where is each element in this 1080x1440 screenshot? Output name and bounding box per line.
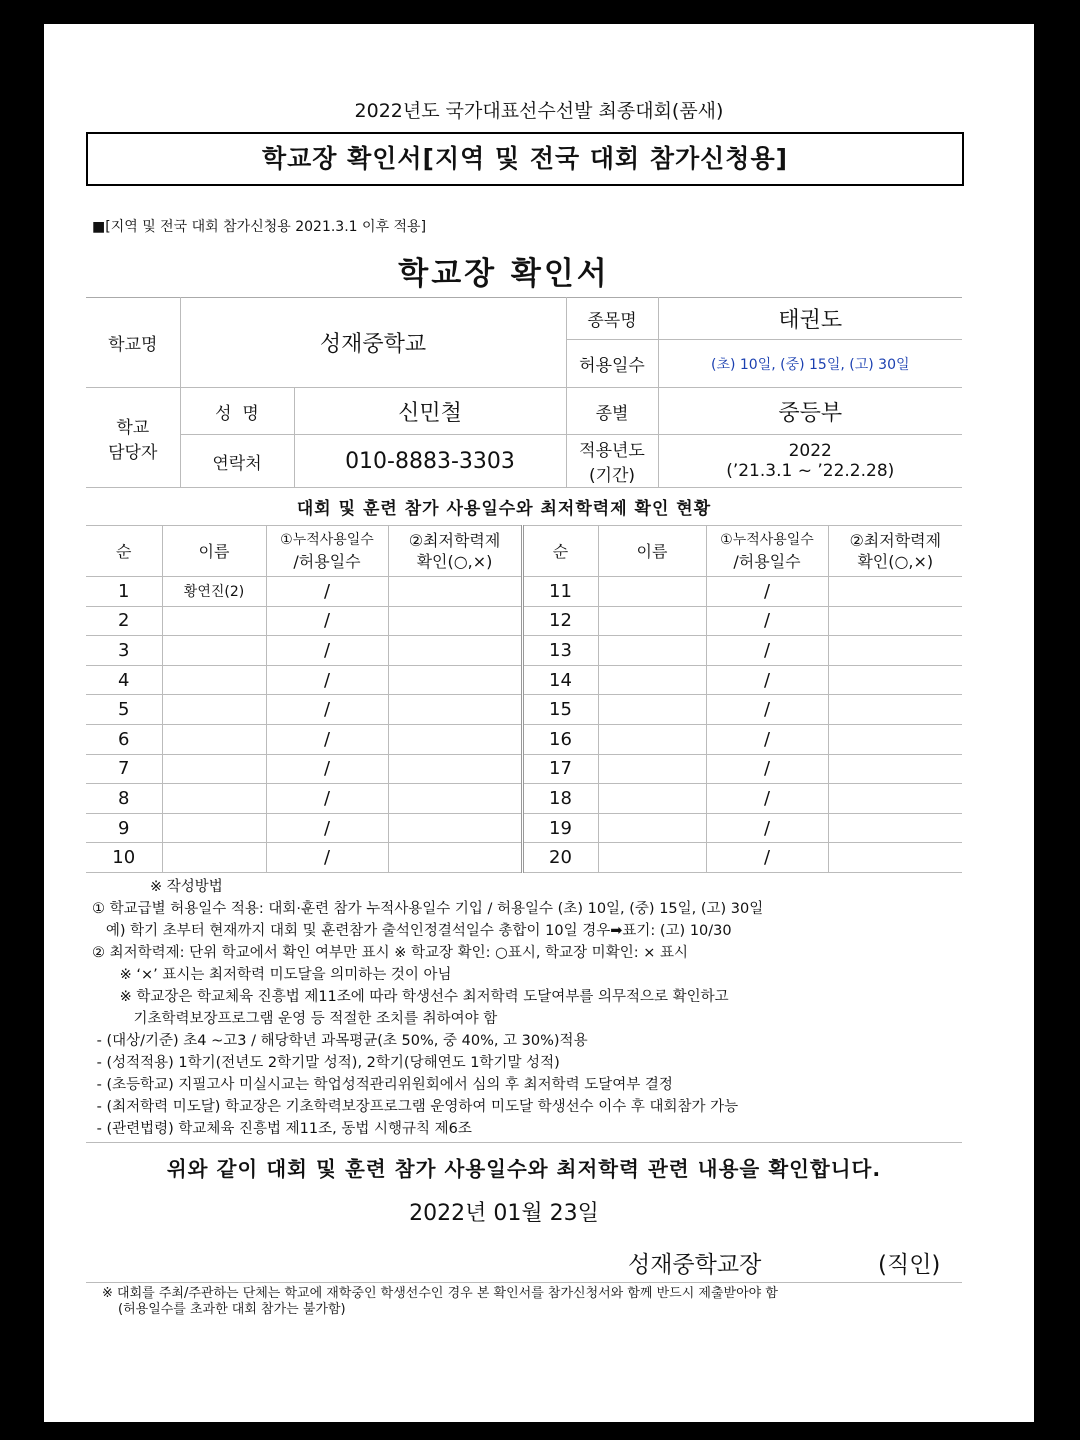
col-check-header <box>388 526 522 577</box>
name-value: 신민철 <box>294 388 566 435</box>
row-name-right <box>598 784 706 814</box>
col-check-line2: 확인(○,×) <box>416 552 493 571</box>
row-check <box>388 665 522 695</box>
row-check-right <box>828 813 962 843</box>
row-no-right: 16 <box>522 724 598 754</box>
row-days-right: / <box>706 813 828 843</box>
table-row <box>86 754 962 784</box>
confirmation-statement: 위와 같이 대회 및 훈련 참가 사용일수와 최저학력 관련 내용을 확인합니다. <box>166 1157 882 1181</box>
row-name: 황연진(2) <box>162 577 266 607</box>
division-label: 종별 <box>566 388 658 435</box>
row-name-right <box>598 606 706 636</box>
year-label <box>566 435 658 488</box>
instruction-line: - (최저학력 미도달) 학교장은 기초학력보장프로그램 운영하여 미도달 학생선수 이수 후 대회참가 가능 <box>92 1099 739 1115</box>
col-no-header: 순 <box>86 526 162 577</box>
main-title: 학교장 확인서 <box>398 256 610 292</box>
row-days: / <box>266 665 388 695</box>
footnote-line1: ※ 대회를 주최/주관하는 단체는 학교에 재학중인 학생선수인 경우 본 확인서를 참가신청서와 함께 반드시 제출받아야 함 <box>102 1286 778 1301</box>
roster-header-row <box>86 526 962 577</box>
phone-value: 010-8883-3303 <box>294 435 566 488</box>
row-days: / <box>266 843 388 873</box>
row-check <box>388 636 522 666</box>
name-label: 성 명 <box>180 388 294 435</box>
row-check-right <box>828 695 962 725</box>
row-name <box>162 784 266 814</box>
divider-bottom <box>86 1282 962 1283</box>
row-days-right: / <box>706 784 828 814</box>
row-days: / <box>266 813 388 843</box>
contact-label <box>86 388 180 488</box>
division-value: 중등부 <box>658 388 962 435</box>
row-days: / <box>266 724 388 754</box>
row-days-right: / <box>706 636 828 666</box>
instruction-line: ② 최저학력제: 단위 학교에서 확인 여부만 표시 ※ 학교장 확인: ○표시, 학교장 미확인: × 표시 <box>92 945 688 961</box>
confirmation-date: 2022년 01월 23일 <box>409 1201 599 1226</box>
year-label-line2: (기간) <box>588 466 636 486</box>
row-name-right <box>598 636 706 666</box>
row-name-right <box>598 724 706 754</box>
col-days-line2: /허용일수 <box>293 552 361 571</box>
row-check-right <box>828 843 962 873</box>
row-days-right: / <box>706 606 828 636</box>
row-name <box>162 724 266 754</box>
row-no: 10 <box>86 843 162 873</box>
document-page <box>44 24 1034 1422</box>
col-name-header-right: 이름 <box>598 526 706 577</box>
table-row <box>86 665 962 695</box>
table-row <box>86 577 962 607</box>
document-title-box: 학교장 확인서[지역 및 전국 대회 참가신청용] <box>86 132 964 186</box>
row-name <box>162 665 266 695</box>
col-days-line2-right: /허용일수 <box>733 552 801 571</box>
row-name-right <box>598 843 706 873</box>
year-label-line1: 적용년도 <box>579 441 645 461</box>
row-check-right <box>828 577 962 607</box>
row-name <box>162 695 266 725</box>
divider <box>86 1142 962 1143</box>
row-no: 2 <box>86 606 162 636</box>
row-days: / <box>266 695 388 725</box>
year-value-line1: 2022 <box>788 441 832 461</box>
instruction-line: - (초등학교) 지필고사 미실시교는 학업성적관리위원회에서 심의 후 최저학력 도달여부 결정 <box>92 1077 673 1093</box>
instruction-line: 예) 학기 초부터 현재까지 대회 및 훈련참가 출석인정결석일수 총합이 10일 경우➡표기: (고) 10/30 <box>92 923 732 939</box>
row-days: / <box>266 636 388 666</box>
row-name <box>162 843 266 873</box>
row-check <box>388 724 522 754</box>
row-days-right: / <box>706 724 828 754</box>
applicability-note: ■[지역 및 전국 대회 참가신청용 2021.3.1 이후 적용] <box>92 219 427 235</box>
row-check <box>388 784 522 814</box>
row-check <box>388 695 522 725</box>
row-no-right: 20 <box>522 843 598 873</box>
row-days-right: / <box>706 695 828 725</box>
row-check-right <box>828 636 962 666</box>
table-row <box>86 695 962 725</box>
row-days: / <box>266 606 388 636</box>
col-days-header <box>266 526 388 577</box>
col-check-header-right <box>828 526 962 577</box>
footnote-line2: (허용일수를 초과한 대회 참가는 불가함) <box>118 1302 346 1317</box>
row-no: 5 <box>86 695 162 725</box>
row-check-right <box>828 754 962 784</box>
row-name-right <box>598 813 706 843</box>
row-check <box>388 813 522 843</box>
signer-name: 성재중학교장 <box>628 1252 762 1278</box>
row-name-right <box>598 665 706 695</box>
row-name-right <box>598 577 706 607</box>
row-no: 7 <box>86 754 162 784</box>
row-days: / <box>266 754 388 784</box>
row-no-right: 19 <box>522 813 598 843</box>
year-value-line2: (’21.3.1 ~ ’22.2.28) <box>726 461 895 481</box>
table-row <box>86 813 962 843</box>
row-no-right: 13 <box>522 636 598 666</box>
col-check-line2-right: 확인(○,×) <box>857 552 934 571</box>
row-no-right: 15 <box>522 695 598 725</box>
row-check <box>388 843 522 873</box>
row-check-right <box>828 665 962 695</box>
row-days-right: / <box>706 843 828 873</box>
row-no-right: 17 <box>522 754 598 784</box>
row-check <box>388 754 522 784</box>
contact-label-line2: 담당자 <box>108 442 158 463</box>
school-name-value: 성재중학교 <box>180 298 566 388</box>
col-days-line1-right: ①누적사용일수 <box>720 532 814 548</box>
event-title: 2022년도 국가대표선수선발 최종대회(품새) <box>354 100 724 122</box>
sport-value: 태권도 <box>658 298 962 340</box>
row-name-right <box>598 754 706 784</box>
row-no: 8 <box>86 784 162 814</box>
table-row <box>86 606 962 636</box>
phone-label: 연락처 <box>180 435 294 488</box>
row-name <box>162 606 266 636</box>
row-no-right: 11 <box>522 577 598 607</box>
row-check <box>388 606 522 636</box>
row-days: / <box>266 577 388 607</box>
row-name <box>162 636 266 666</box>
table-row <box>86 636 962 666</box>
col-check-line1: ②최저학력제 <box>408 531 501 550</box>
row-no: 1 <box>86 577 162 607</box>
instruction-line: ※ ‘×’ 표시는 최저학력 미도달을 의미하는 것이 아님 <box>92 967 452 983</box>
instruction-line: ① 학교급별 허용일수 적용: 대회·훈련 참가 누적사용일수 기입 / 허용일수 (초) 10일, (중) 15일, (고) 30일 <box>92 901 764 917</box>
col-no-header-right: 순 <box>522 526 598 577</box>
instructions-heading: ※ 작성방법 <box>150 879 223 895</box>
allowed-days-label: 허용일수 <box>566 340 658 388</box>
roster-section-title: 대회 및 훈련 참가 사용일수와 최저학력제 확인 현황 <box>296 499 712 519</box>
row-check <box>388 577 522 607</box>
row-name <box>162 813 266 843</box>
instructions-lines <box>92 898 972 1140</box>
row-days: / <box>266 784 388 814</box>
school-info-table <box>86 297 962 488</box>
col-days-header-right <box>706 526 828 577</box>
instruction-line: 기초학력보장프로그램 운영 등 적절한 조치를 취하여야 함 <box>92 1011 498 1027</box>
footnote <box>102 1286 982 1318</box>
row-name-right <box>598 695 706 725</box>
official-seal-label: (직인) <box>878 1252 941 1278</box>
row-name <box>162 754 266 784</box>
roster-table <box>86 525 962 873</box>
row-no: 6 <box>86 724 162 754</box>
col-check-line1-right: ②최저학력제 <box>849 531 942 550</box>
instructions <box>92 876 972 1140</box>
allowed-days-value: (초) 10일, (중) 15일, (고) 30일 <box>658 340 962 388</box>
row-days-right: / <box>706 577 828 607</box>
contact-label-line1: 학교 <box>116 417 150 438</box>
row-no-right: 18 <box>522 784 598 814</box>
row-no: 4 <box>86 665 162 695</box>
row-check-right <box>828 724 962 754</box>
row-days-right: / <box>706 665 828 695</box>
instruction-line: - (대상/기준) 초4 ~고3 / 해당학년 과목평균(초 50%, 중 40%, 고 30%)적용 <box>92 1033 588 1049</box>
sport-label: 종목명 <box>566 298 658 340</box>
table-row <box>86 843 962 873</box>
row-days-right: / <box>706 754 828 784</box>
instruction-line: - (성적적용) 1학기(전년도 2학기말 성적), 2학기(당해연도 1학기말 성적) <box>92 1055 560 1071</box>
col-name-header: 이름 <box>162 526 266 577</box>
row-check-right <box>828 606 962 636</box>
row-no: 3 <box>86 636 162 666</box>
table-row <box>86 784 962 814</box>
school-name-label: 학교명 <box>86 298 180 388</box>
table-row <box>86 724 962 754</box>
col-days-line1: ①누적사용일수 <box>280 532 374 548</box>
row-check-right <box>828 784 962 814</box>
instruction-line: - (관련법령) 학교체육 진흥법 제11조, 동법 시행규칙 제6조 <box>92 1121 472 1137</box>
row-no: 9 <box>86 813 162 843</box>
year-value <box>658 435 962 488</box>
row-no-right: 12 <box>522 606 598 636</box>
row-no-right: 14 <box>522 665 598 695</box>
instruction-line: ※ 학교장은 학교체육 진흥법 제11조에 따라 학생선수 최저학력 도달여부를 의무적으로 확인하고 <box>92 989 729 1005</box>
